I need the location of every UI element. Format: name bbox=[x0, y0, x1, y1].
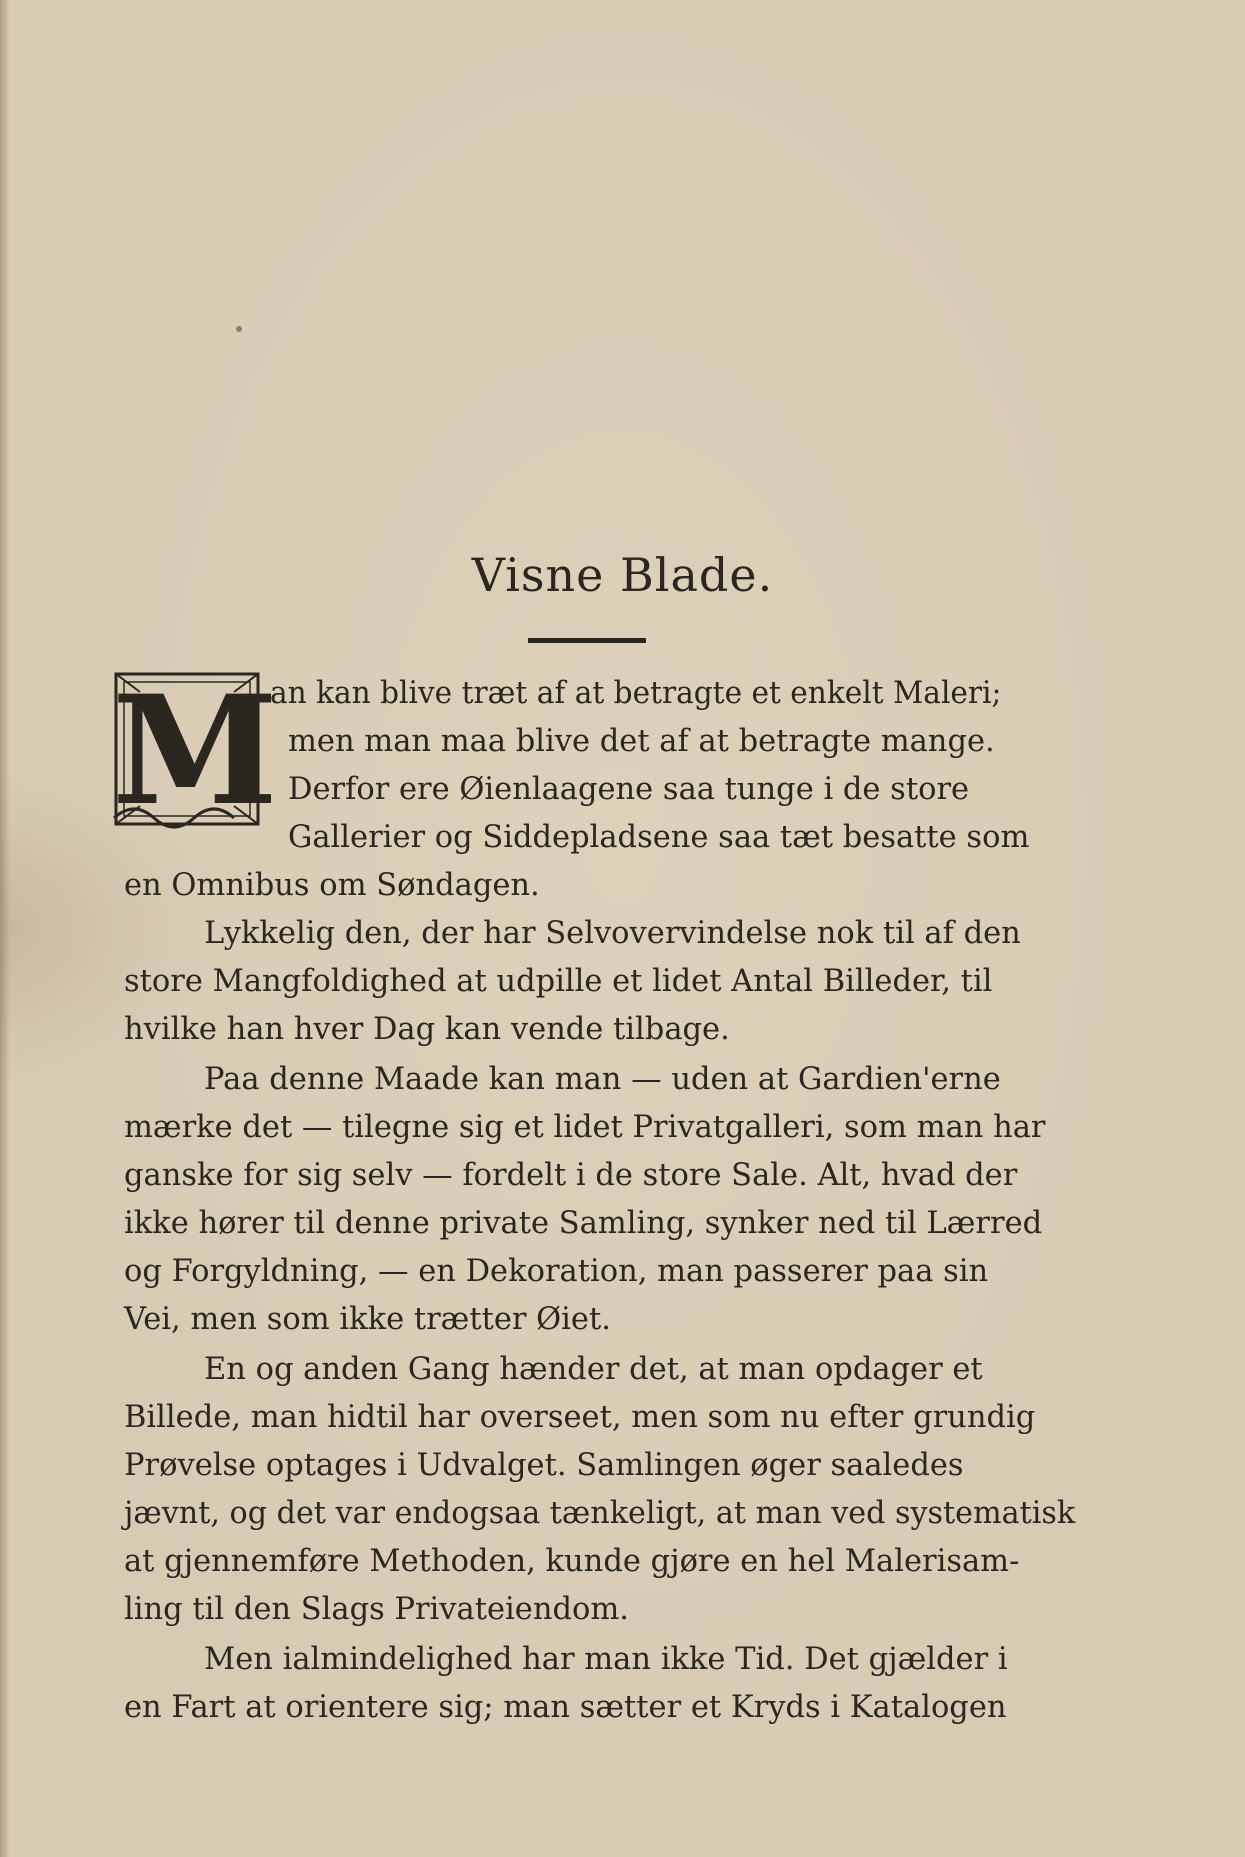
text-line-20: ling til den Slags Privateiendom. bbox=[124, 1592, 629, 1627]
text-line-7: store Mangfoldighed at udpille et lidet Antal Billeder, til bbox=[124, 964, 993, 999]
text-line-4: Gallerier og Siddepladsene saa tæt besatte som bbox=[288, 820, 1030, 855]
text-line-15: En og anden Gang hænder det, at man opdager et bbox=[204, 1352, 983, 1387]
chapter-title: Visne Blade. bbox=[471, 548, 774, 602]
text-line-9: Paa denne Maade kan man — uden at Gardien'erne bbox=[204, 1062, 1001, 1097]
text-line-17: Prøvelse optages i Udvalget. Samlingen øger saaledes bbox=[124, 1448, 964, 1483]
text-line-13: og Forgyldning, — en Dekoration, man passerer paa sin bbox=[124, 1254, 989, 1289]
text-line-22: en Fart at orientere sig; man sætter et Kryds i Katalogen bbox=[124, 1690, 1007, 1725]
text-line-10: mærke det — tilegne sig et lidet Privatgalleri, som man har bbox=[124, 1110, 1046, 1145]
text-line-5: en Omnibus om Søndagen. bbox=[124, 868, 540, 903]
text-line-2: men man maa blive det af at betragte mange. bbox=[288, 724, 995, 759]
text-line-21: Men ialmindelighed har man ikke Tid. Det gjælder i bbox=[204, 1642, 1008, 1677]
initial-letter: M bbox=[112, 663, 279, 839]
text-line-12: ikke hører til denne private Samling, synker ned til Lærred bbox=[124, 1206, 1043, 1241]
text-line-1: an kan blive træt af at betragte et enkelt Maleri; bbox=[270, 676, 1002, 711]
text-line-11: ganske for sig selv — fordelt i de store Sale. Alt, hvad der bbox=[124, 1158, 1018, 1193]
text-line-6: Lykkelig den, der har Selvovervindelse nok til af den bbox=[204, 916, 1021, 951]
title-rule bbox=[528, 638, 646, 643]
text-line-18: jævnt, og det var endogsaa tænkeligt, at man ved systematisk bbox=[124, 1496, 1076, 1531]
text-line-14: Vei, men som ikke trætter Øiet. bbox=[124, 1302, 611, 1337]
page-edge-shadow bbox=[0, 0, 10, 1857]
text-line-3: Derfor ere Øienlaagene saa tunge i de store bbox=[288, 772, 970, 807]
text-line-19: at gjennemføre Methoden, kunde gjøre en hel Malerisam- bbox=[124, 1544, 1020, 1579]
text-line-8: hvilke han hver Dag kan vende tilbage. bbox=[124, 1012, 730, 1047]
ornamental-initial bbox=[112, 663, 279, 839]
text-line-16: Billede, man hidtil har overseet, men som nu efter grundig bbox=[124, 1400, 1036, 1435]
paper-speck bbox=[236, 326, 242, 332]
